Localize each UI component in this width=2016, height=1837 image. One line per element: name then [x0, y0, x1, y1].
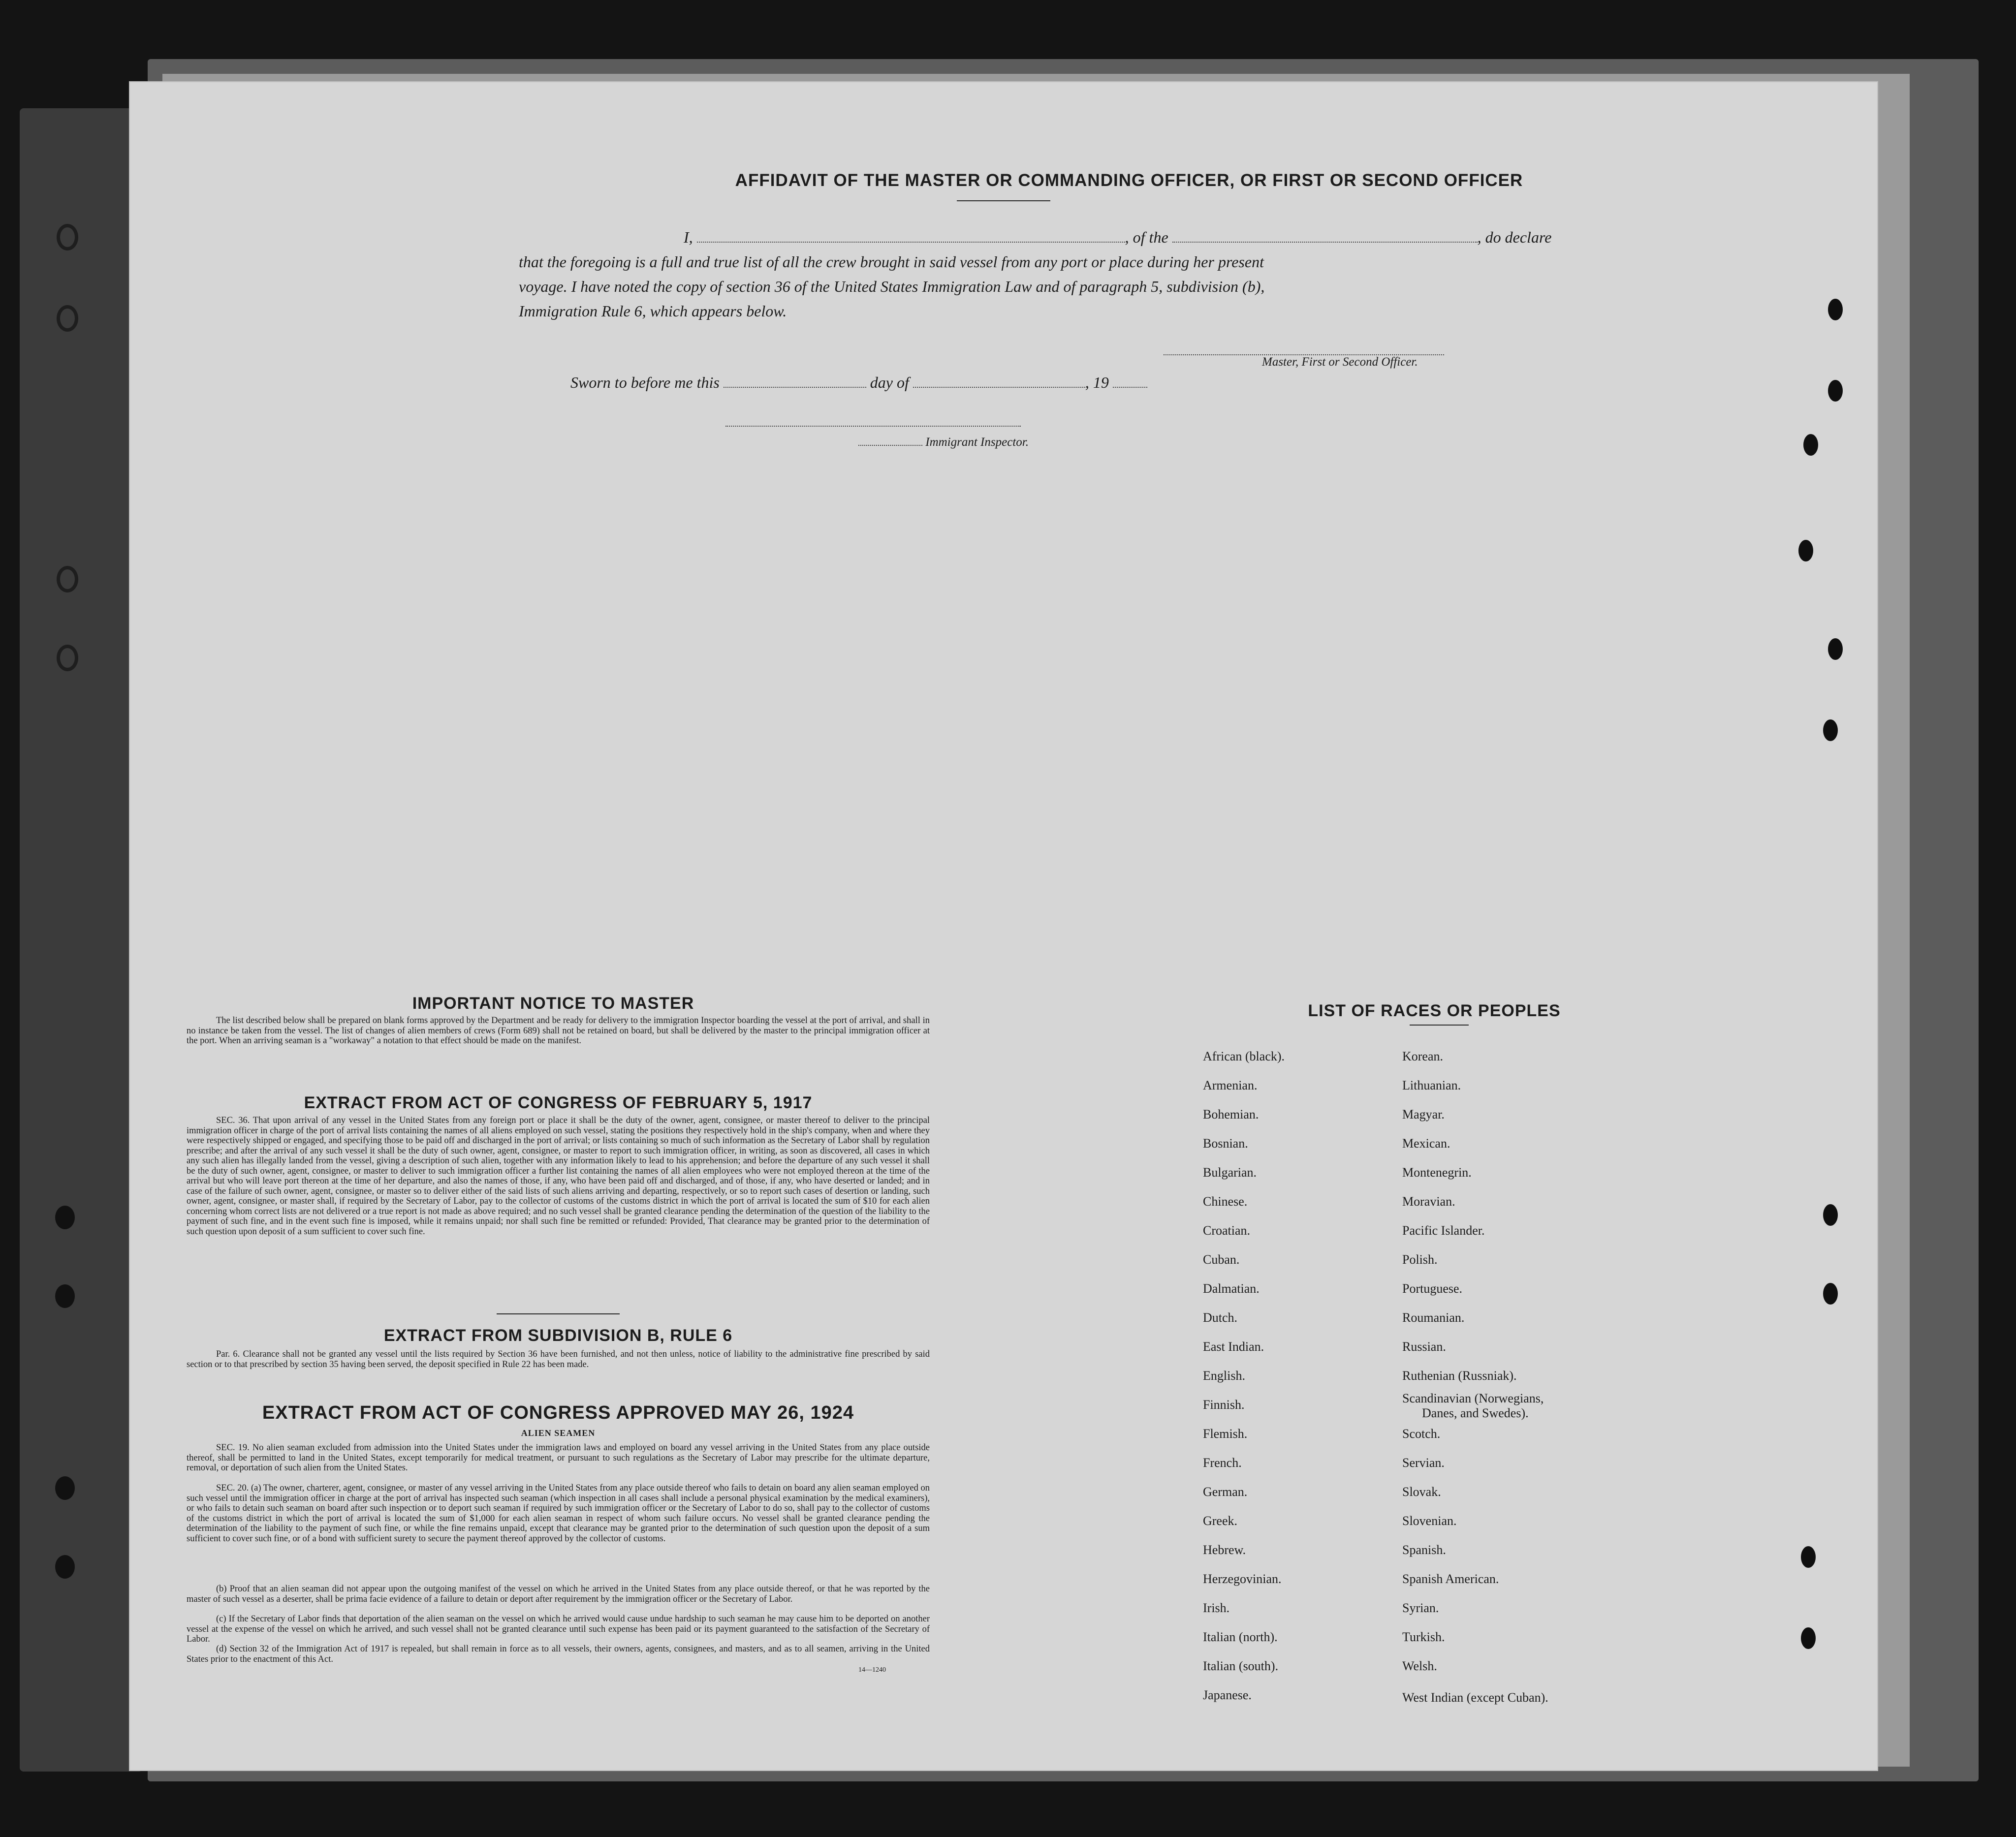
binder-background [20, 108, 143, 1772]
race-item: Japanese. [1203, 1688, 1252, 1702]
races-underline [1410, 1025, 1469, 1026]
race-item: Scotch. [1402, 1427, 1441, 1441]
inspector-text: Immigrant Inspector. [925, 436, 1029, 449]
subdivision-title: EXTRACT FROM SUBDIVISION B, RULE 6 [383, 1326, 733, 1345]
binder-hole [57, 566, 78, 592]
divider [497, 1313, 620, 1314]
punch-hole [1828, 638, 1843, 660]
alien-seamen-subtitle: ALIEN SEAMEN [521, 1428, 596, 1438]
race-item: Armenian. [1203, 1078, 1258, 1092]
race-item: West Indian (except Cuban). [1402, 1690, 1548, 1705]
race-item: Scandinavian (Norwegians, [1402, 1391, 1544, 1405]
race-item: Welsh. [1402, 1659, 1437, 1673]
race-item: Bosnian. [1203, 1136, 1248, 1151]
race-item: Slovak. [1402, 1485, 1441, 1499]
affidavit-title: AFFIDAVIT OF THE MASTER OR COMMANDING OFFICER, OR FIRST OR SECOND OFFICER [735, 171, 1523, 190]
race-item: Russian. [1402, 1339, 1446, 1354]
punch-hole [1798, 540, 1813, 561]
punch-hole [1823, 1283, 1838, 1305]
binder-hole [57, 224, 78, 250]
vessel-blank [1172, 238, 1478, 243]
binder-hole [55, 1206, 75, 1229]
punch-hole [1828, 299, 1843, 320]
race-item: Portuguese. [1402, 1281, 1463, 1296]
race-item: Slovenian. [1402, 1514, 1457, 1528]
binder-hole [55, 1555, 75, 1579]
race-item: Greek. [1203, 1514, 1238, 1528]
text-day-of: day of [870, 374, 909, 391]
race-item: Finnish. [1203, 1398, 1245, 1412]
affidavit-line: that the foregoing is a full and true list of all the crew brought in said vessel from any port or place during her present [519, 253, 1264, 271]
binder-hole [57, 305, 78, 332]
title-underline [957, 200, 1050, 201]
sec-20d-text: (d) Section 32 of the Immigration Act of 1917 is repealed, but shall remain in force as to all vessels, their owners, agents, consignees, and masters, and as to all seamen, arriving in the United States prior to the enactment of this Act. [187, 1644, 930, 1664]
punch-hole [1823, 719, 1838, 741]
inspector-label [858, 436, 1029, 449]
race-item: African (black). [1203, 1049, 1285, 1063]
notice-title: IMPORTANT NOTICE TO MASTER [412, 994, 694, 1013]
sec-20b-text: (b) Proof that an alien seaman did not appear upon the outgoing manifest of the vessel on which he arrived in the United States from any place outside thereof, or that he was reported by the master of such vessel as a deserter, shall be prima facie evidence of a failure to detain or deport after requirement by the immigration officer or the Secretary of Labor. [187, 1584, 930, 1604]
binder-hole [57, 645, 78, 671]
binder-hole [55, 1476, 75, 1500]
race-item: Turkish. [1402, 1630, 1445, 1644]
affidavit-line: voyage. I have noted the copy of section 36 of the United States Immigration Law and of paragraph 5, subdivision (b), [519, 278, 1265, 295]
punch-hole [1801, 1627, 1816, 1649]
affidavit-line: Immigration Rule 6, which appears below. [519, 302, 787, 320]
race-item: Hebrew. [1203, 1543, 1246, 1557]
race-item: Spanish American. [1402, 1572, 1499, 1586]
signature-line [1164, 350, 1444, 355]
sec-19-text: SEC. 19. No alien seaman excluded from admission into the United States under the immigration laws and employed on board any vessel arriving in the United States from any place outside thereof, shall be permitted to land in the United States, except temporarily for medical treatment, or pursuant to such regulations as the Secretary of Labor may prescribe for the ultimate departure, removal, or deportation of such alien from the United States. [187, 1443, 930, 1473]
race-item: Magyar. [1402, 1107, 1445, 1121]
race-item: Italian (south). [1203, 1659, 1279, 1673]
race-item: Roumanian. [1402, 1310, 1465, 1325]
race-item: Servian. [1402, 1456, 1445, 1470]
name-blank [697, 238, 1125, 243]
punch-hole [1801, 1546, 1816, 1568]
race-item: Pacific Islander. [1402, 1223, 1485, 1238]
binder-hole [55, 1284, 75, 1308]
sec-20a-text: SEC. 20. (a) The owner, charterer, agent, consignee, or master of any vessel arriving in the United States from any place outside thereof who fails to detain on board any alien seaman employed on such vessel until the immigration officer in charge at the port of arrival has inspected such seaman (which inspection in all cases shall include a personal physical examination by the medical examiners), or who fails to detain such seaman on board after such inspection or to deport such seaman if required by such immigration officer or the Secretary of Labor to do so, shall pay to the collector of customs of the customs district in which the port of arrival is located the sum of $1,000 for each alien seaman in respect of whom such failure occurs. No vessel shall be granted clearance pending the determination of the liability to the payment of such fine, or while the fine remains unpaid, except that clearance may be granted prior to the determination of such question upon the deposit of a sum sufficient to cover such fine, or of a bond with sufficient surety to secure the payment thereof approved by the collector of customs. [187, 1483, 930, 1544]
punch-hole [1803, 434, 1818, 456]
race-item: Spanish. [1402, 1543, 1446, 1557]
race-item: Montenegrin. [1402, 1165, 1472, 1180]
notice-body: The list described below shall be prepared on blank forms approved by the Department and be ready for delivery to the immigration Inspector boarding the vessel at the port of arrival, and shall in no instance be taken from the vessel. The list of changes of alien members of crews (Form 689) shall not be retained on board, but shall be delivered by the master to the principal immigration officer at the port. When an arriving seaman is a "workaway" a notation to that effect should be made on the manifest. [187, 1016, 930, 1046]
extract-1917-body: SEC. 36. That upon arrival of any vessel in the United States from any foreign port or place it shall be the duty of the owner, agent, consignee, or master thereof to deliver to the principal immigration officer in charge of the port of arrival lists containing the names of all aliens employed on such vessel, stating the positions they respectively hold in the ship's company, when and where they were respectively shipped or engaged, and specifying those to be paid off and discharged in the port of arrival; or lists containing so much of such information as the Secretary of Labor shall by regulation prescribe; and after the arrival of any such vessel it shall be the duty of such owner, agent, consignee, or master to report to such immigration officer, in writing, as soon as discovered, all cases in which any such alien has illegally landed from the vessel, giving a description of such alien, together with any information likely to lead to his apprehension; and before the departure of any such vessel it shall be the duty of such owner, agent, consignee, or master to deliver to such immigration officer a further list containing the names of all alien employees who were not employed thereon at the time of the arrival but who will leave port thereon at the time of her departure, and also the names of those, if any, who have been paid off and discharged, and of those, if any, who have deserted or landed; and in case of the failure of such owner, agent, consignee, or master so to deliver either of the said lists of such aliens arriving and departing, respectively, or so to report such cases of desertion or landing, such owner, agent, consignee, or master shall, if required by the Secretary of Labor, pay to the collector of customs of the customs district in which the port of arrival is located the sum of $10 for each alien concerning whom correct lists are not delivered or a true report is not made as above required; and no such vessel shall be granted clearance pending the determination of the question of the liability to the payment of such fine, and in the event such fine is imposed, while it remains unpaid; nor shall such fine be remitted or refunded: Provided, That clearance may be granted prior to the determination of such question upon deposit of a sum sufficient to cover such fine. [187, 1116, 930, 1237]
text-i: I, [684, 228, 693, 246]
punch-hole [1823, 1204, 1838, 1226]
race-item: Danes, and Swedes). [1422, 1406, 1529, 1420]
text-year: , 19 [1085, 374, 1109, 391]
punch-hole [1828, 380, 1843, 402]
race-item: Moravian. [1402, 1194, 1455, 1209]
race-item: French. [1203, 1456, 1242, 1470]
sworn-line [570, 370, 1147, 395]
race-item: Ruthenian (Russniak). [1402, 1369, 1517, 1383]
race-item: East Indian. [1203, 1339, 1264, 1354]
race-item: Mexican. [1402, 1136, 1450, 1151]
race-item: English. [1203, 1369, 1245, 1383]
race-item: Polish. [1402, 1252, 1438, 1267]
race-item: German. [1203, 1485, 1248, 1499]
text-sworn: Sworn to before me this [570, 374, 720, 391]
extract-1924-title: EXTRACT FROM ACT OF CONGRESS APPROVED MAY 26, 1924 [262, 1402, 854, 1423]
form-number: 14—1240 [858, 1666, 886, 1674]
race-item: Korean. [1402, 1049, 1444, 1063]
race-item: Bulgarian. [1203, 1165, 1257, 1180]
race-item: Herzegovinian. [1203, 1572, 1282, 1586]
race-item: Dutch. [1203, 1310, 1238, 1325]
race-item: Cuban. [1203, 1252, 1240, 1267]
extract-1917-title: EXTRACT FROM ACT OF CONGRESS OF FEBRUARY 5, 1917 [304, 1093, 813, 1112]
race-item: Dalmatian. [1203, 1281, 1260, 1296]
affidavit-page [129, 81, 1878, 1771]
text-of-the: , of the [1125, 228, 1168, 246]
inspector-signature-line [725, 422, 1021, 427]
race-item: Irish. [1203, 1601, 1230, 1615]
race-item: Lithuanian. [1402, 1078, 1461, 1092]
race-item: Italian (north). [1203, 1630, 1278, 1644]
year-blank [1113, 383, 1147, 388]
day-blank [724, 383, 866, 388]
race-item: Croatian. [1203, 1223, 1251, 1238]
month-blank [913, 383, 1085, 388]
race-item: Flemish. [1203, 1427, 1248, 1441]
master-signature-label: Master, First or Second Officer. [1262, 355, 1418, 369]
sec-20c-text: (c) If the Secretary of Labor finds that deportation of the alien seaman on the vessel on which he arrived would cause undue hardship to such seaman he may cause him to be deported on another vessel at the expense of the vessel on which he arrived, and such vessel shall not be granted clearance until such expense has been paid or its payment guaranteed to the satisfaction of the Secretary of Labor. [187, 1614, 930, 1644]
affidavit-statement [519, 225, 1631, 323]
text-declare: , do declare [1477, 228, 1552, 246]
races-title: LIST OF RACES OR PEOPLES [1308, 1001, 1561, 1020]
race-item: Syrian. [1402, 1601, 1439, 1615]
race-item: Chinese. [1203, 1194, 1248, 1209]
subdivision-body: Par. 6. Clearance shall not be granted any vessel until the lists required by Section 36 have been furnished, and not then unless, notice of liability to the administrative fine prescribed by said section or to that prescribed by section 35 having been served, the deposit specified in Rule 22 has been made. [187, 1349, 930, 1370]
race-item: Bohemian. [1203, 1107, 1259, 1121]
